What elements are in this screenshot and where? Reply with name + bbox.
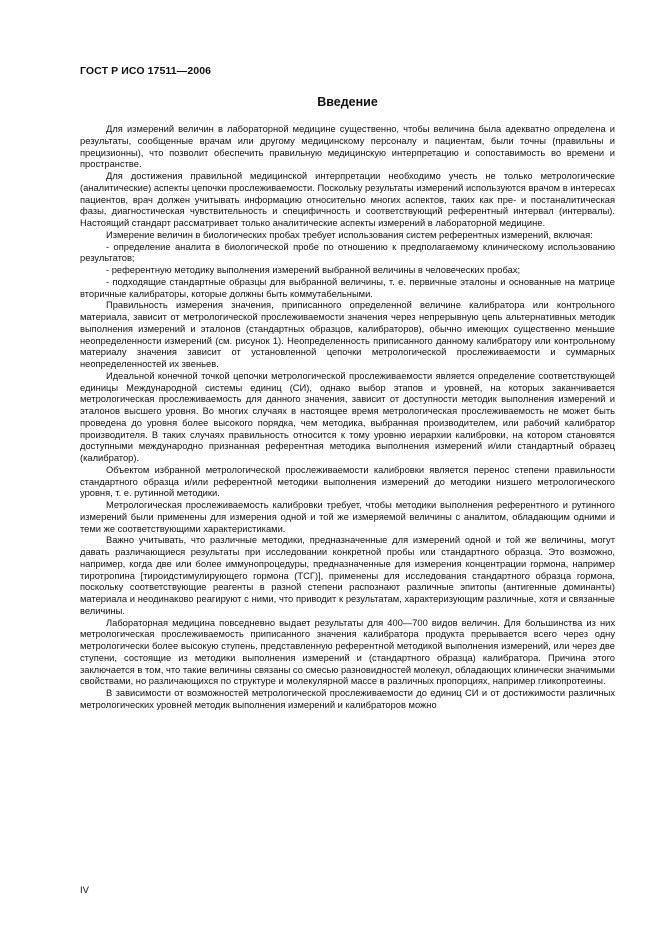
paragraph: В зависимости от возможностей метрологической прослеживаемости до единиц СИ и от достижимости различных метрологических уровней методик выполнения измерений и калибраторов можно [80, 688, 615, 710]
document-body [80, 124, 615, 712]
paragraph: Важно учитывать, что различные методики, предназначенные для измерений одной и той же величины, могут давать различающиеся результаты при исследовании конкретной пробы или стандартного образца. Это возможно, например, когда две или более иммунопроцедуры, предназначенные для измерения концентрации гормона, например тиротропина [тироидстимулирующего гормона (ТСГ)], применены для исследования стандартного образца гормона, поскольку соответствующие реагенты в разной степени распознают различные эпитопы (антигенные доминанты) материала и неодинаково реагируют с ними, что приводит к результатам, характеризующим различные, хотя и связанные величины. [80, 535, 615, 616]
list-item: - референтную методику выполнения измерений выбранной величины в человеческих пробах; [106, 265, 521, 275]
paragraph: Идеальной конечной точкой цепочки метрологической прослеживаемости является определение соответствующей единицы Международной системы единиц (СИ), однако выбор этапов и уровней, на которых заканчивается метрологическая прослеживаемость для данного значения, зависит от доступности методик выполнения измерений и эталонов высшего уровня. Во многих случаях в настоящее время метрологическая прослеживаемость не может быть проведена до уровня более высокого порядка, чем методика, выбранная производителем, или рабочий калибратор производителя. В таких случаях правильность относится к тому уровню иерархии калибровки, на котором становятся доступными международно признанная референтная методика выполнения измерений и/или стандартный образец (калибратор). [80, 370, 615, 463]
list-item: - определение аналита в биологической пробе по отношению к предполагаемому клиническому использованию результатов; [80, 241, 615, 264]
paragraph: Измерение величин в биологических пробах требует использования систем референтных измерений, включая: [106, 229, 593, 240]
section-title: Введение [317, 95, 378, 109]
standard-header: ГОСТ Р ИСО 17511—2006 [80, 65, 212, 77]
list-item: - подходящие стандартные образцы для выбранной величины, т. е. первичные эталоны и основанные на матрице вторичные калибраторы, которые должны быть коммутабельными. [80, 276, 615, 299]
paragraph: Правильность измерения значения, приписанного определенной величине калибратора или контрольного материала, зависит от метрологической прослеживаемости значения через непрерывную цепь альтернативных методик выполнения измерений и эталонов (стандартных образцов, калибраторов), обычно имеющих существенно меньшие неопределенности измерений (см. рисунок 1). Неопределенность приписанного данному калибратору или контрольному материалу значения зависит от установленной цепочки метрологической прослеживаемости и суммарных неопределенностей их звеньев. [80, 300, 615, 369]
paragraph: Метрологическая прослеживаемость калибровки требует, чтобы методики выполнения референтного и рутинного измерений были применены для измерения одной и той же измеряемой величины с аналитом, обладающим одними и теми же соответствующими характеристиками. [80, 500, 615, 534]
paragraph: Лабораторная медицина повседневно выдает результаты для 400—700 видов величин. Для большинства из них метрологическая прослеживаемость приписанного значения калибратора продукта прерывается всего через одну метрологически более высокую ступень, представленную референтной методикой выполнения измерений, или через две ступени, состоящие из методики выполнения измерений и (стандартного образца) калибратора. Причина этого заключается в том, что такие величины связаны со смесью разновидностей молекул, обладающих клинически значимыми свойствами, но различающихся по структуре и молекулярной массе в различных пропорциях, например гликопротеины. [80, 617, 615, 687]
paragraph: Для достижения правильной медицинской интерпретации необходимо учесть не только метрологические (аналитические) аспекты цепочки прослеживаемости. Поскольку результаты измерений используются врачом в интересах пациентов, врач должен учитывать информацию относительно многих аспектов, таких как пре- и постаналитическая фазы, диагностическая чувствительность и специфичность и соответствующий референтный интервал (интервалы). Настоящий стандарт рассматривает только аналитические аспекты измерений в лабораторной медицине. [80, 171, 615, 228]
paragraph: Для измерений величин в лабораторной медицине существенно, чтобы величина была адекватно определена и результаты, сообщенные врачам или другому медицинскому персоналу и пациентам, были точны (правильны и прецизионны), что позволит обеспечить правильную медицинскую интерпретацию и сопоставимость во времени и пространстве. [80, 124, 615, 170]
page-number: IV [80, 885, 89, 896]
paragraph: Объектом избранной метрологической прослеживаемости калибровки является перенос степени правильности стандартного образца и/или референтной методики выполнения измерений до методики низшего метрологического уровня, т. е. рутинной методики. [80, 464, 615, 499]
